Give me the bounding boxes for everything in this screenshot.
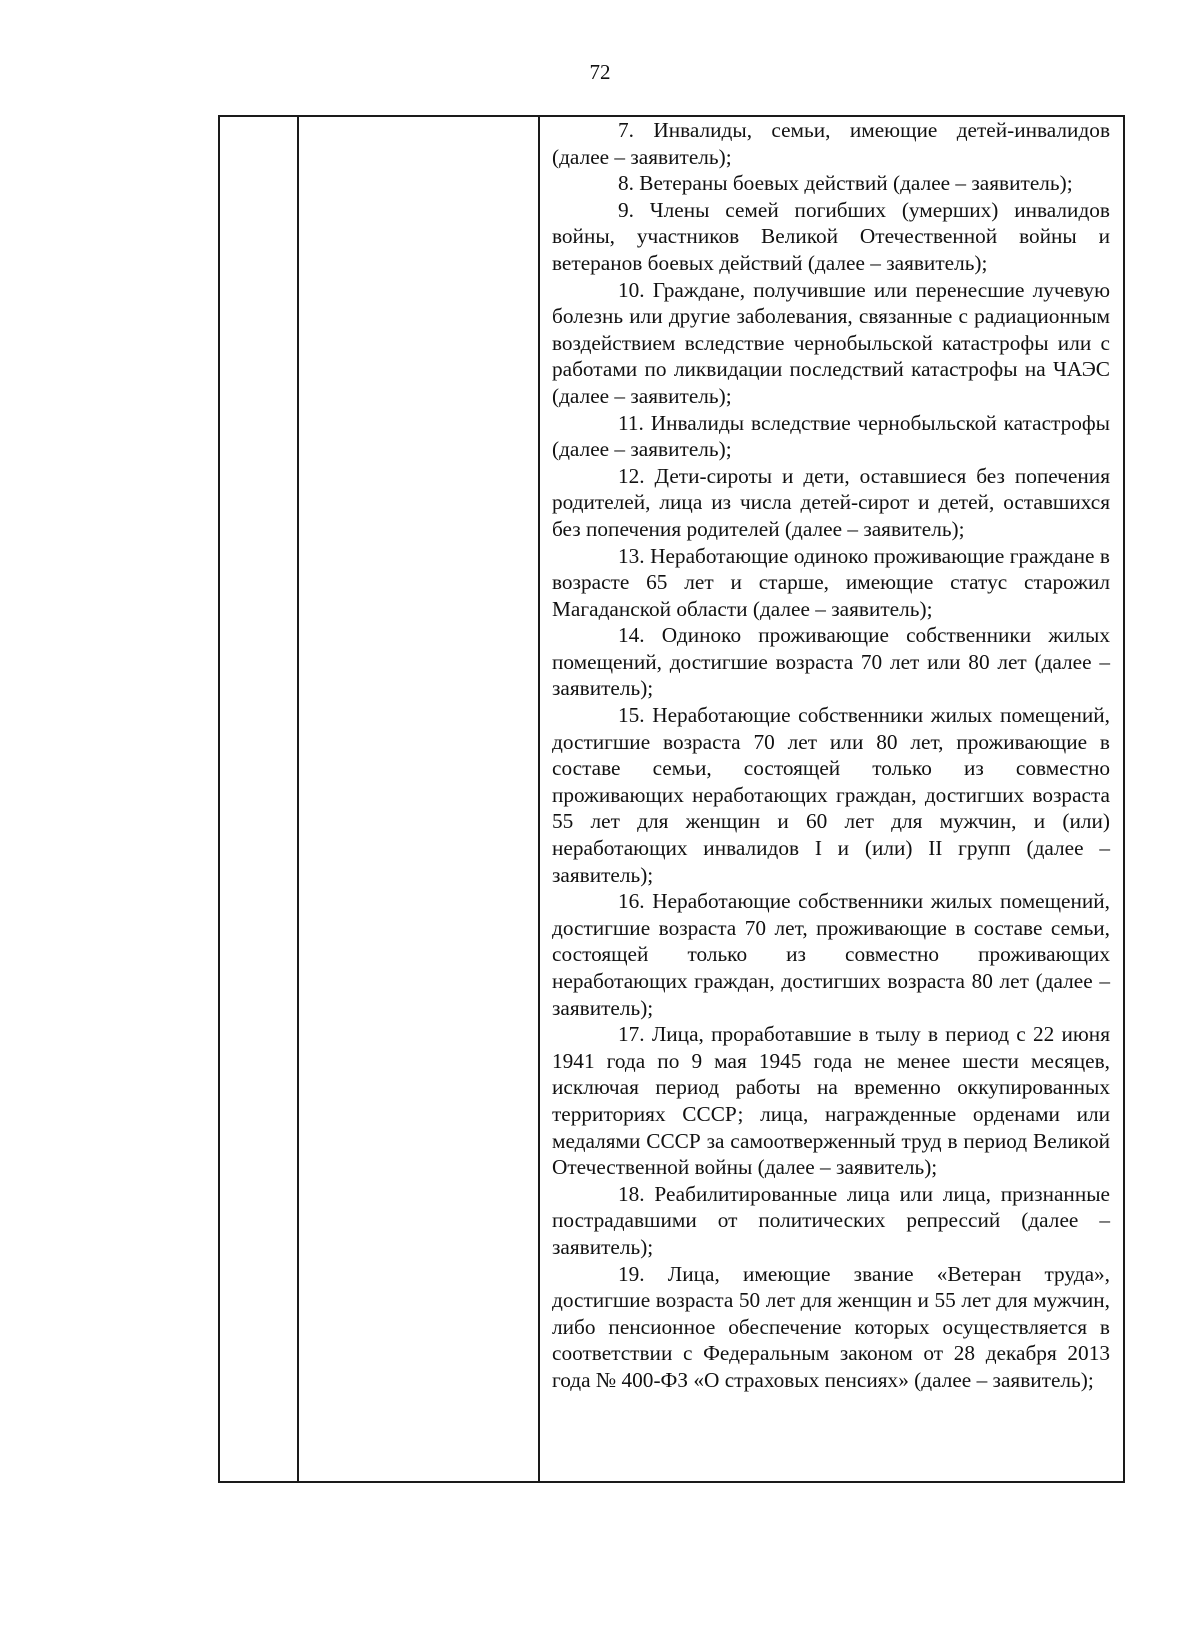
list-item: 13. Неработающие одиноко проживающие граждане в возрасте 65 лет и старше, имеющие статус старожил Магаданской области (далее – заявитель); [552, 543, 1110, 621]
applicant-categories-cell [552, 117, 1110, 1394]
list-item: 12. Дети-сироты и дети, оставшиеся без попечения родителей, лица из числа детей-сирот и детей, оставшихся без попечения родителей (далее – заявитель); [552, 463, 1110, 541]
list-item: 8. Ветераны боевых действий (далее – заявитель); [618, 171, 1073, 196]
list-item: 9. Члены семей погибших (умерших) инвалидов войны, участников Великой Отечественной войны и ветеранов боевых действий (далее – заявитель); [552, 197, 1110, 275]
list-item: 10. Граждане, получившие или перенесшие лучевую болезнь или другие заболевания, связанные с радиационным воздействием вследствие чернобыльской катастрофы или с работами по ликвидации последствий катастрофы на ЧАЭС (далее – заявитель); [552, 277, 1110, 408]
page-number: 72 [589, 60, 611, 84]
list-item: 7. Инвалиды, семьи, имеющие детей-инвалидов (далее – заявитель); [552, 118, 1110, 169]
list-item: 16. Неработающие собственники жилых помещений, достигшие возраста 70 лет, проживающие в составе семьи, состоящей только из совместно проживающих неработающих граждан, достигших возраста 80 лет (далее – заявитель); [552, 889, 1110, 1020]
column-divider-1 [297, 117, 299, 1481]
list-item: 11. Инвалиды вследствие чернобыльской катастрофы (далее – заявитель); [552, 410, 1110, 462]
list-item: 15. Неработающие собственники жилых помещений, достигшие возраста 70 лет или 80 лет, проживающие в составе семьи, состоящей только из совместно проживающих неработающих граждан, достигших возраста 55 лет для женщин и 60 лет для мужчин, и (или) неработающих инвалидов I и (или) II групп (далее – заявитель); [552, 703, 1110, 887]
list-item: 19. Лица, имеющие звание «Ветеран труда», достигшие возраста 50 лет для женщин и 55 лет для мужчин, либо пенсионное обеспечение которых осуществляется в соответствии с Федеральным законом от 28 декабря 2013 года № 400-ФЗ «О страховых пенсиях» (далее – заявитель); [552, 1261, 1110, 1392]
list-item: 14. Одиноко проживающие собственники жилых помещений, достигшие возраста 70 лет или 80 лет (далее – заявитель); [552, 623, 1110, 701]
document-table [218, 115, 1125, 1483]
list-item: 18. Реабилитированные лица или лица, признанные пострадавшими от политических репрессий (далее – заявитель); [552, 1181, 1110, 1259]
column-divider-2 [538, 117, 540, 1481]
list-item: 17. Лица, проработавшие в тылу в период с 22 июня 1941 года по 9 мая 1945 года не менее шести месяцев, исключая период работы на временно оккупированных территориях СССР; лица, награжденные орденами или медалями СССР за самоотверженный труд в период Великой Отечественной войны (далее – заявитель); [552, 1022, 1110, 1180]
